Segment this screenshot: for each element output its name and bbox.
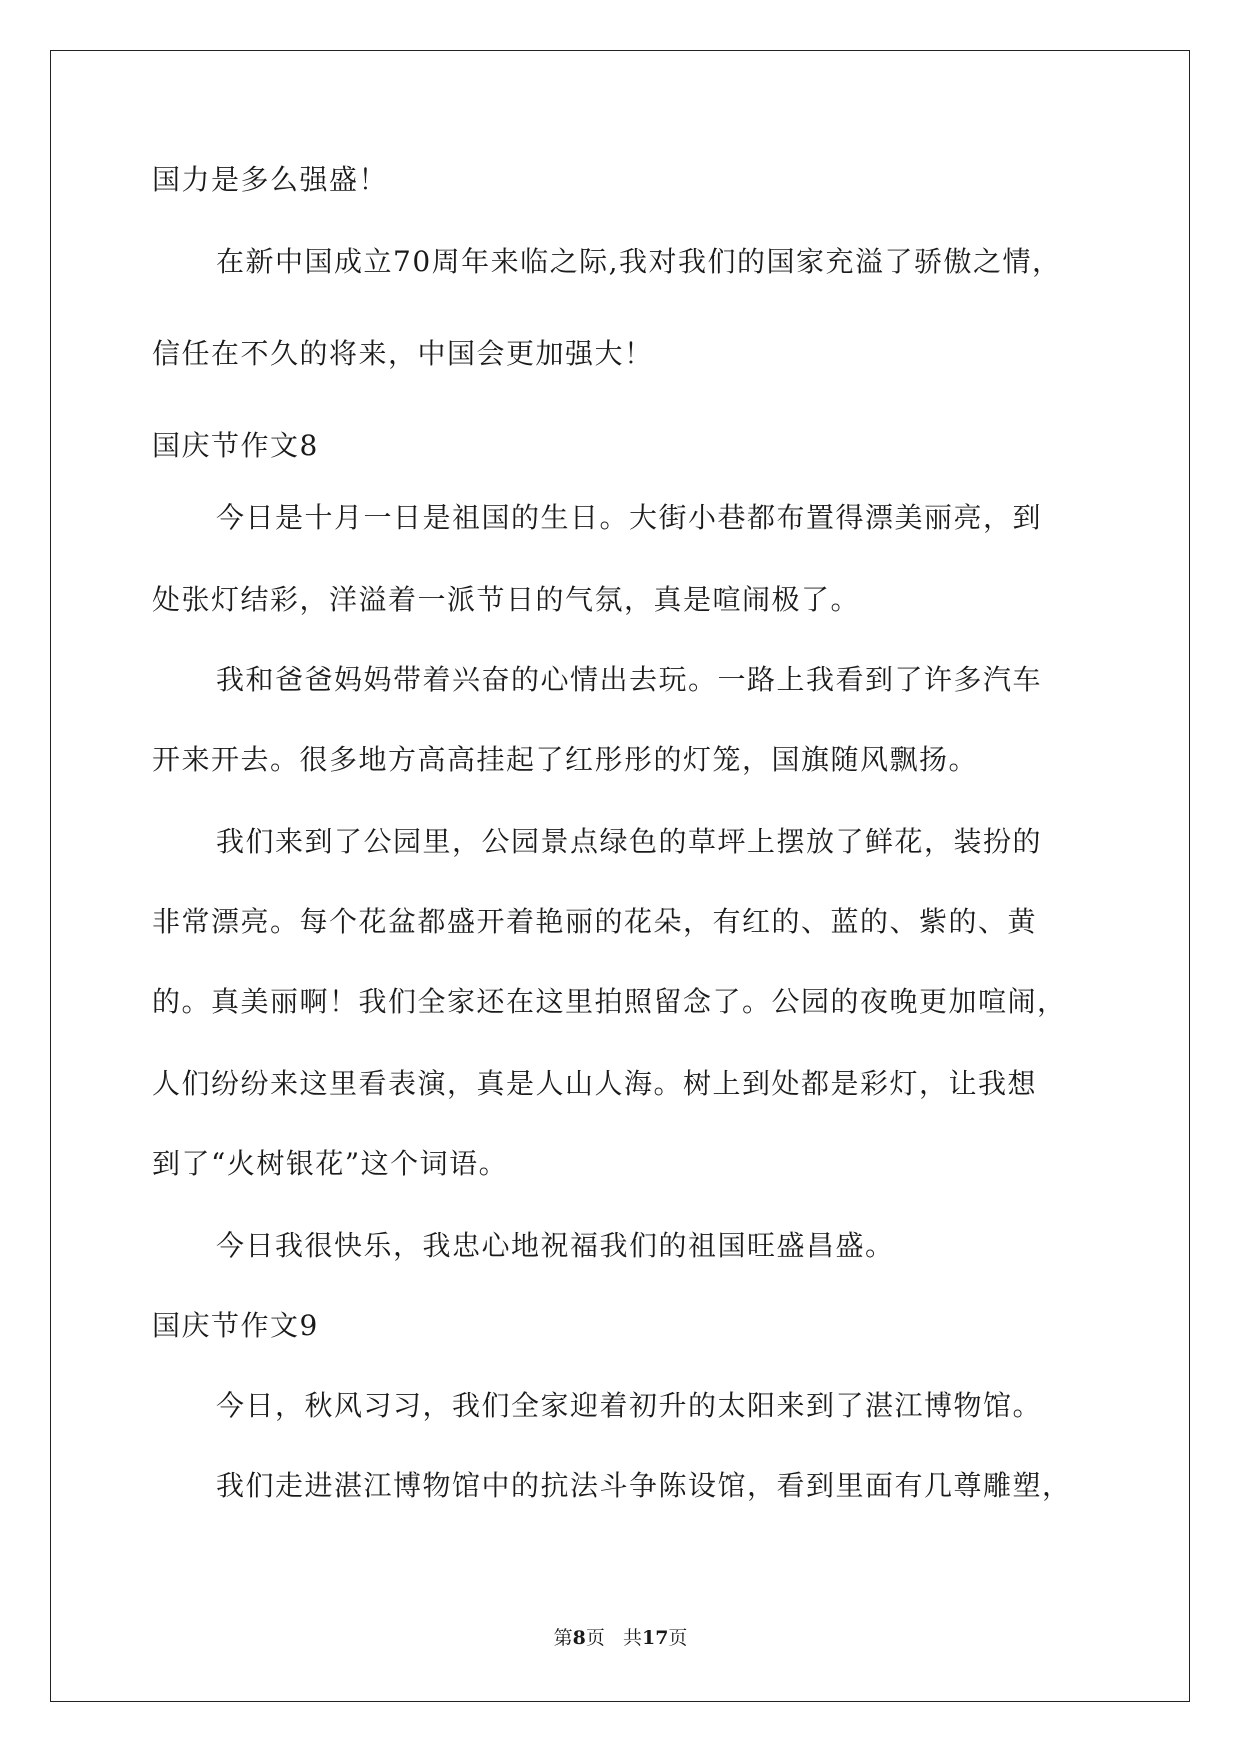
- section-heading: 国庆节作文8: [152, 429, 319, 462]
- text-line: 人们纷纷来这里看表演，真是人山人海。树上到处都是彩灯，让我想: [152, 1067, 1038, 1100]
- text-line: 我和爸爸妈妈带着兴奋的心情出去玩。一路上我看到了许多汽车: [216, 663, 1043, 696]
- text-line: 我们走进湛江博物馆中的抗法斗争陈设馆，看到里面有几尊雕塑，: [216, 1469, 1072, 1502]
- text-line: 国力是多么强盛！: [152, 163, 389, 196]
- page-footer: [0, 1626, 1241, 1650]
- footer-prefix: 第: [553, 1627, 573, 1649]
- footer-page-number: 8: [572, 1627, 586, 1649]
- text-line: 开来开去。很多地方高高挂起了红彤彤的灯笼，国旗随风飘扬。: [152, 743, 979, 776]
- footer-total-unit: 页: [668, 1627, 688, 1649]
- text-line: 的。真美丽啊！我们全家还在这里拍照留念了。公园的夜晚更加喧闹，: [152, 985, 1067, 1018]
- text-line: 处张灯结彩，洋溢着一派节日的气氛，真是喧闹极了。: [152, 583, 861, 616]
- text-line: 到了“火树银花”这个词语。: [152, 1147, 509, 1180]
- footer-page-unit: 页: [585, 1627, 605, 1649]
- section-heading: 国庆节作文9: [152, 1309, 319, 1342]
- text-line: 信任在不久的将来，中国会更加强大！: [152, 337, 654, 370]
- footer-total-prefix: 共: [622, 1627, 642, 1649]
- text-line: 在新中国成立70周年来临之际,我对我们的国家充溢了骄傲之情，: [216, 245, 1062, 278]
- text-line: 今日，秋风习习，我们全家迎着初升的太阳来到了湛江博物馆。: [216, 1389, 1043, 1422]
- page-border: [50, 50, 1190, 1702]
- footer-total-pages: 17: [641, 1627, 669, 1649]
- text-line: 我们来到了公园里，公园景点绿色的草坪上摆放了鲜花，装扮的: [216, 825, 1043, 858]
- text-line: 非常漂亮。每个花盆都盛开着艳丽的花朵，有红的、蓝的、紫的、黄: [152, 905, 1038, 938]
- text-line: 今日我很快乐，我忠心地祝福我们的祖国旺盛昌盛。: [216, 1229, 895, 1262]
- text-line: 今日是十月一日是祖国的生日。大街小巷都布置得漂美丽亮，到: [216, 501, 1043, 534]
